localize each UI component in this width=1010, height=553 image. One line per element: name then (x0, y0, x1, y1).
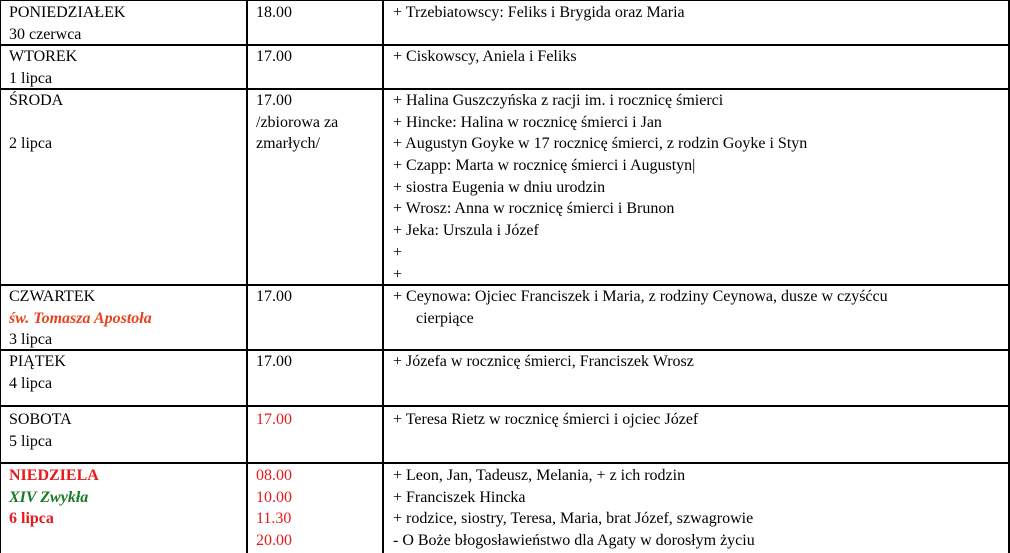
day-name: PONIEDZIAŁEK (9, 4, 126, 21)
table-row (0, 90, 1010, 284)
intention: + Jeka: Urszula i Józef (393, 222, 539, 240)
row-divider (0, 462, 1010, 464)
day-date: 30 czerwca (9, 25, 82, 43)
table-row (0, 286, 1010, 349)
mass-time: 17.00 (256, 353, 292, 370)
day-name: NIEDZIELA (9, 467, 99, 484)
spacer (9, 112, 247, 134)
mass-time: 18.00 (256, 4, 292, 21)
intention-cell (385, 409, 1010, 462)
intention-cell (385, 2, 1010, 44)
time-cell (249, 351, 382, 405)
mass-note: zmarłych/ (256, 135, 320, 153)
intention: + Trzebiatowscy: Feliks i Brygida oraz Maria (393, 4, 685, 21)
mass-time: 17.00 (256, 92, 292, 109)
intention: + Augustyn Goyke w 17 rocznicę śmierci, z rodzin Goyke i Styn (393, 135, 808, 153)
feast-name: św. Tomasza Apostoła (9, 309, 152, 327)
mass-time: 17.00 (256, 411, 292, 428)
day-name: ŚRODA (9, 92, 64, 109)
intention-cell (385, 46, 1010, 88)
row-divider (0, 405, 1010, 407)
time-cell (249, 409, 382, 462)
day-cell (0, 46, 247, 88)
table-row (0, 2, 1010, 44)
intention-cell (385, 465, 1010, 553)
table-row (0, 46, 1010, 88)
intention: + siostra Eugenia w dniu urodzin (393, 178, 606, 196)
mass-note: /zbiorowa za (256, 113, 339, 131)
day-name: CZWARTEK (9, 288, 96, 305)
day-cell (0, 409, 247, 462)
time-cell (249, 2, 382, 44)
table-row (0, 409, 1010, 462)
intention-cell (385, 351, 1010, 405)
intention-cell (385, 286, 1010, 349)
day-date: 6 lipca (9, 510, 54, 528)
day-name: SOBOTA (9, 411, 72, 428)
intention: + (393, 243, 403, 261)
table-row (0, 465, 1010, 553)
day-cell (0, 351, 247, 405)
table-border-top (0, 0, 1010, 1)
mass-time: 11.30 (256, 510, 292, 528)
day-date: 1 lipca (9, 69, 53, 87)
intention-cell (385, 90, 1010, 284)
time-cell (249, 286, 382, 349)
table-row (0, 351, 1010, 405)
day-date: 2 lipca (9, 135, 53, 153)
mass-time: 17.00 (256, 288, 292, 305)
intention-continuation: cierpiące (416, 309, 474, 327)
intention: + Ciskowscy, Aniela i Feliks (393, 48, 577, 65)
intention: + Hincke: Halina w rocznicę śmierci i Jan (393, 113, 662, 131)
day-cell (0, 286, 247, 349)
day-name: PIĄTEK (9, 353, 66, 370)
day-cell (0, 2, 247, 44)
day-cell (0, 90, 247, 284)
intention: + (393, 265, 403, 283)
day-date: 4 lipca (9, 374, 53, 392)
mass-time: 10.00 (256, 488, 292, 506)
intention: + Józefa w rocznicę śmierci, Franciszek Wrosz (393, 353, 694, 370)
intention: + Teresa Rietz w rocznicę śmierci i ojciec Józef (393, 411, 699, 428)
mass-time: 20.00 (256, 532, 292, 550)
intention: + Czapp: Marta w rocznicę śmierci i Augustyn| (393, 157, 696, 175)
day-date: 5 lipca (9, 432, 53, 450)
intention: + Franciszek Hincka (393, 488, 526, 506)
feast-name: XIV Zwykła (9, 488, 89, 506)
time-cell (249, 46, 382, 88)
intention: + Halina Guszczyńska z racji im. i rocznicę śmierci (393, 92, 724, 109)
time-cell (249, 465, 382, 553)
mass-time: 08.00 (256, 467, 292, 484)
intention: + Wrosz: Anna w rocznicę śmierci i Brunon (393, 200, 675, 218)
time-cell (249, 90, 382, 284)
day-cell (0, 465, 247, 553)
mass-time: 17.00 (256, 48, 292, 65)
intention: + Leon, Jan, Tadeusz, Melania, + z ich rodzin (393, 467, 686, 484)
day-name: WTOREK (9, 48, 78, 65)
intention: - O Boże błogosławieństwo dla Agaty w dorosłym życiu (393, 532, 755, 550)
intention: + rodzice, siostry, Teresa, Maria, brat Józef, szwagrowie (393, 510, 754, 528)
intention: + Ceynowa: Ojciec Franciszek i Maria, z rodziny Ceynowa, dusze w czyśćcu (393, 288, 888, 305)
day-date: 3 lipca (9, 331, 53, 349)
